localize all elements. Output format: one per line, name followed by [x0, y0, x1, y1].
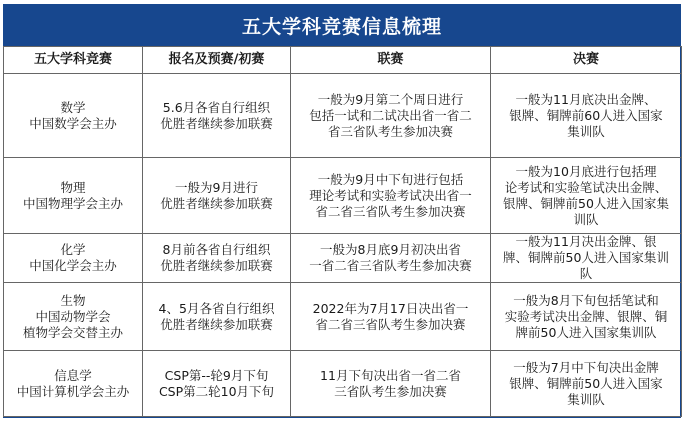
registration-cell: CSP第--轮9月下旬 CSP第二轮10月下旬 [143, 351, 291, 417]
table-row [4, 234, 682, 283]
subject-cell: 信息学 中国计算机学会主办 [4, 351, 143, 417]
table-row [4, 283, 682, 351]
registration-cell: 5.6月各省自行组织 优胜者继续参加联赛 [143, 74, 291, 158]
subject-cell: 生物 中国动物学会 植物学会交替主办 [4, 283, 143, 351]
table-row [4, 351, 682, 417]
subject-cell: 化学 中国化学会主办 [4, 234, 143, 283]
header-league: 联赛 [291, 47, 491, 74]
header-final: 决赛 [491, 47, 682, 74]
registration-cell: 一般为9月进行 优胜者继续参加联赛 [143, 158, 291, 234]
league-cell: 一般为9月第二个周日进行 包括一试和二试决出省一省二 省三省队考生参加决赛 [291, 74, 491, 158]
page-title: 五大学科竞赛信息梳理 [3, 4, 681, 46]
final-cell: 一般为11月决出金牌、银 牌、铜牌前50人进入国家集训队 [491, 234, 682, 283]
final-cell: 一般为11月底决出金牌、 银牌、铜牌前60人进入国家 集训队 [491, 74, 682, 158]
registration-cell: 4、5月各省自行组织 优胜者继续参加联赛 [143, 283, 291, 351]
table-header-row [4, 47, 682, 74]
subject-cell: 物理 中国物理学会主办 [4, 158, 143, 234]
registration-cell: 8月前各省自行组织 优胜者继续参加联赛 [143, 234, 291, 283]
header-subject: 五大学科竞赛 [4, 47, 143, 74]
league-cell: 一般为9月中下旬进行包括 理论考试和实验考试决出省一 省二省三省队考生参加决赛 [291, 158, 491, 234]
final-cell: 一般为7月中下旬决出金牌 银牌、铜牌前50人进入国家 集训队 [491, 351, 682, 417]
table-row [4, 74, 682, 158]
final-cell: 一般为8月下旬包括笔试和 实验考试决出金牌、银牌、铜 牌前50人进入国家集训队 [491, 283, 682, 351]
final-cell: 一般为10月底进行包括理 论考试和实验笔试决出金牌、 银牌、铜牌前50人进入国家集 训队 [491, 158, 682, 234]
league-cell: 一般为8月底9月初决出省 一省二省三省队考生参加决赛 [291, 234, 491, 283]
league-cell: 11月下旬决出省一省二省 三省队考生参加决赛 [291, 351, 491, 417]
league-cell: 2022年为7月17日决出省一 省二省三省队考生参加决赛 [291, 283, 491, 351]
header-registration-prelim: 报名及预赛/初赛 [143, 47, 291, 74]
subject-cell: 数学 中国数学会主办 [4, 74, 143, 158]
table-row [4, 158, 682, 234]
competition-table [3, 46, 682, 417]
